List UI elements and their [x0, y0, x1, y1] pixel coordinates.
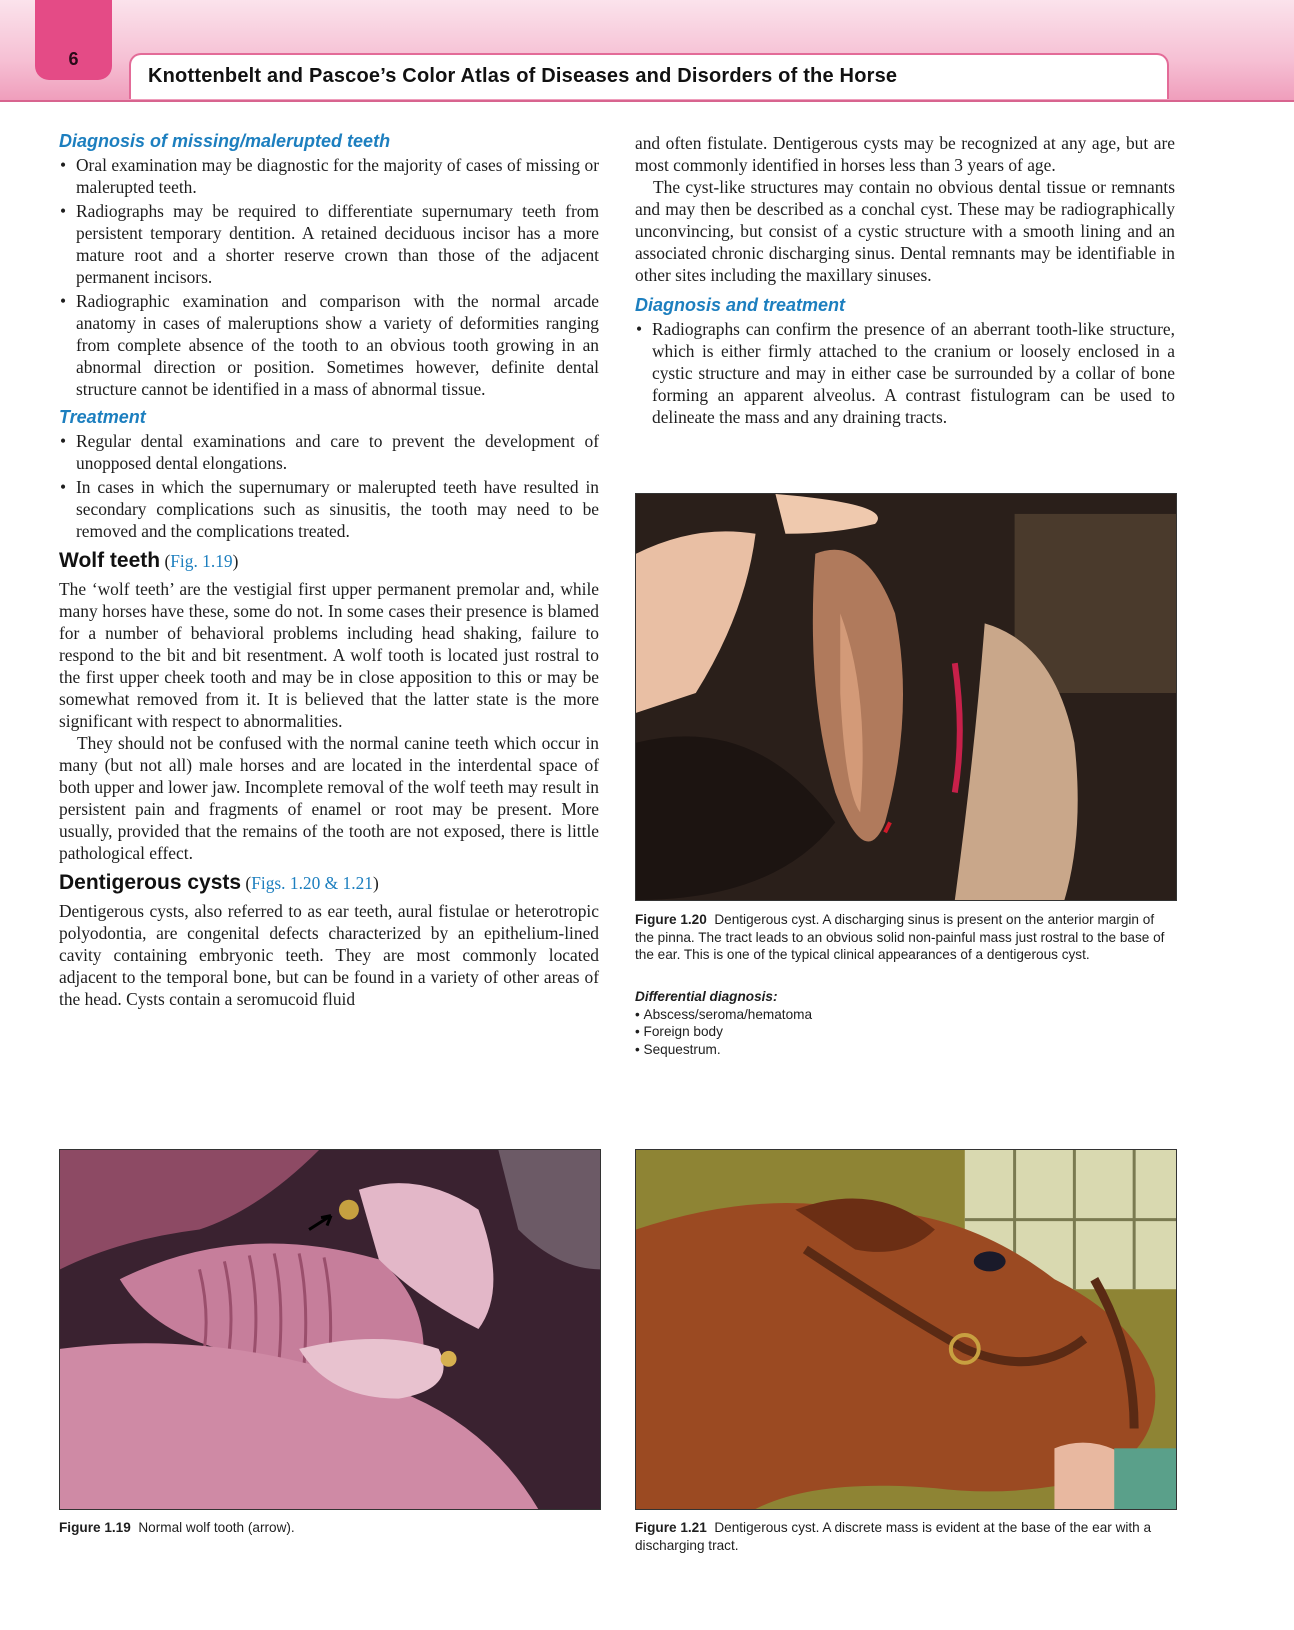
diagnosis-treatment-list — [635, 318, 1175, 428]
left-column — [59, 130, 599, 1010]
wolf-teeth-paragraph-1: The ‘wolf teeth’ are the vestigial first upper permanent premolar and, while many horses have these, some do not. In some cases their presence is blamed for a number of behavioral problems including head shaking, failure to respond to the bit and bit resentment. A wolf tooth is located just rostral to the first upper cheek tooth and may be in close apposition to this or may be somewhat removed from it. It is believed that the latter state is the more significant with respect to abnormalities. — [59, 579, 599, 731]
wolf-teeth-figure-link[interactable]: Fig. 1.19 — [170, 551, 233, 571]
list-item: • Oral examination may be diagnostic for the majority of cases of missing or malerupted teeth. — [59, 154, 599, 198]
figure-1-21-text: Dentigerous cyst. A discrete mass is evident at the base of the ear with a discharging tract. — [635, 1520, 1152, 1553]
treatment-heading: Treatment — [59, 407, 146, 427]
differential-diagnosis-title: Differential diagnosis: — [635, 989, 778, 1004]
figure-1-20-photo — [635, 493, 1177, 901]
page-number: 6 — [35, 0, 112, 80]
list-item: • In cases in which the supernumary or malerupted teeth have resulted in secondary complications such as sinusitis, the tooth may need to be removed and the complications treated. — [59, 476, 599, 542]
differential-diagnosis — [635, 988, 1165, 1058]
list-item: • Radiographs can confirm the presence of an aberrant tooth-like structure, which is either firmly attached to the cranium or loosely enclosed in a cystic structure and may in either case be surrounded by a collar of bone forming an apparent alveolus. A contrast fistulogram can be used to delineate the mass and any draining tracts. — [635, 318, 1175, 428]
dentigerous-cysts-heading: Dentigerous cysts (Figs. 1.20 & 1.21) — [59, 871, 379, 894]
wolf-teeth-title: Wolf teeth — [59, 549, 161, 572]
list-item: • Sequestrum. — [635, 1041, 1165, 1059]
ear-cyst-photo — [636, 494, 1176, 900]
dentigerous-cysts-paragraph: Dentigerous cysts, also referred to as ear teeth, aural fistulae or heterotropic polyodontia, are congenital defects characterized by an epithelium-lined cavity containing embryonic teeth. They are most commonly located adjacent to the temporal bone, but can be found in a variety of other areas of the head. Cysts contain a seromucoid fluid — [59, 901, 599, 1009]
diagnosis-treatment-heading: Diagnosis and treatment — [635, 295, 846, 315]
differential-diagnosis-list — [635, 1006, 1165, 1059]
figure-1-21-caption — [635, 1519, 1165, 1554]
list-item: • Radiographs may be required to differentiate supernumary teeth from persistent temporary dentition. A retained deciduous incisor has a more mature root and a shorter reserve crown than those of the adjacent permanent incisors. — [59, 200, 599, 288]
wolf-teeth-paragraph-2: They should not be confused with the normal canine teeth which occur in many (but not all) male horses and are located in the interdental space of both upper and lower jaw. Incomplete removal of the wolf teeth may result in persistent pain and fragments of enamel or root may be present. More usually, provided that the remains of the tooth are not exposed, there is little pathological effect. — [59, 733, 599, 863]
figure-1-19-caption — [59, 1519, 589, 1537]
dentigerous-cysts-figure-link[interactable]: Figs. 1.20 & 1.21 — [251, 873, 373, 893]
figure-1-20-text: Dentigerous cyst. A discharging sinus is present on the anterior margin of the pinna. The tract leads to an obvious solid non-painful mass just rostral to the base of the ear. This is one of the typical clinical appearances of a dentigerous cyst. — [635, 912, 1165, 962]
figure-1-19-text: Normal wolf tooth (arrow). — [138, 1520, 295, 1535]
book-title: Knottenbelt and Pascoe’s Color Atlas of Diseases and Disorders of the Horse — [129, 53, 1169, 99]
cyst-structures-paragraph: The cyst-like structures may contain no obvious dental tissue or remnants and may then be described as a conchal cyst. These may be radiographically unconvincing, but consist of a cystic structure with a smooth lining and an associated chronic discharging sinus. Dental remnants may be identifiable in other sites including the maxillary sinuses. — [635, 177, 1175, 285]
figure-1-21-label: Figure 1.21 — [635, 1520, 707, 1535]
dentigerous-cysts-title: Dentigerous cysts — [59, 871, 242, 894]
cyst-continuation-paragraph: and often fistulate. Dentigerous cysts may be recognized at any age, but are most commonly identified in horses less than 3 years of age. — [635, 133, 1175, 175]
treatment-list — [59, 430, 599, 542]
wolf-tooth-photo — [60, 1150, 600, 1509]
figure-1-20-label: Figure 1.20 — [635, 912, 707, 927]
list-item: • Foreign body — [635, 1023, 1165, 1041]
figure-1-19-label: Figure 1.19 — [59, 1520, 131, 1535]
diagnosis-heading: Diagnosis of missing/malerupted teeth — [59, 131, 391, 151]
horse-head-photo — [636, 1150, 1176, 1509]
figure-1-19-photo — [59, 1149, 601, 1510]
list-item: • Abscess/seroma/hematoma — [635, 1006, 1165, 1024]
diagnosis-list — [59, 154, 599, 400]
figure-1-21-photo — [635, 1149, 1177, 1510]
list-item: • Radiographic examination and comparison with the normal arcade anatomy in cases of maleruptions show a variety of deformities ranging from complete absence of the tooth to an obvious tooth growing in an abnormal direction or position. Sometimes however, definite dental structure cannot be identified in a mass of abnormal tissue. — [59, 290, 599, 400]
figure-1-20-caption — [635, 911, 1165, 964]
right-column — [635, 132, 1175, 430]
wolf-teeth-heading: Wolf teeth (Fig. 1.19) — [59, 549, 239, 572]
list-item: • Regular dental examinations and care to prevent the development of unopposed dental elongations. — [59, 430, 599, 474]
